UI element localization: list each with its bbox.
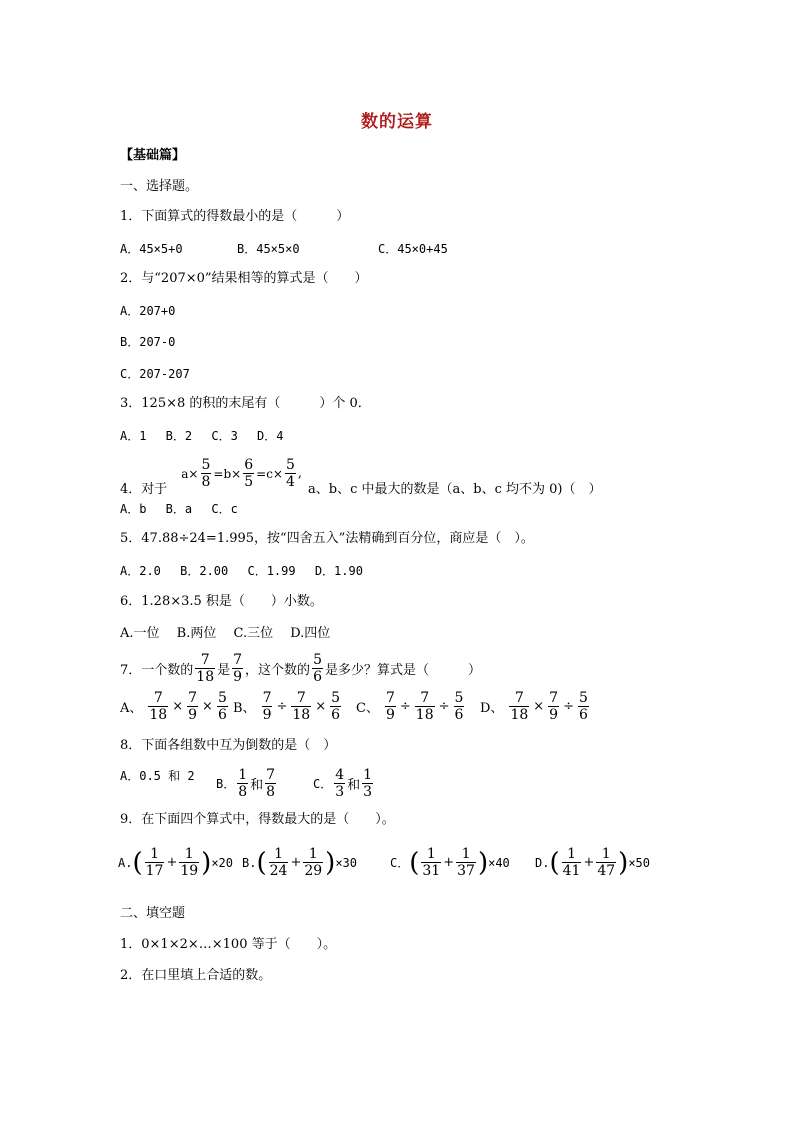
question-8-option-b-and: 和	[250, 778, 264, 793]
question-9-option-plus: +	[583, 855, 595, 870]
question-4-stem	[120, 450, 602, 497]
question-5-stem: 5．47.88÷24=1.995，按“四舍五入”法精确到百分位，商应是（ ）。	[120, 531, 534, 546]
question-9-stem: 9．在下面四个算式中，得数最大的是（ ）。	[120, 812, 395, 827]
question-7-option-operator: ×	[533, 699, 545, 714]
question-7-option-label: C、	[356, 701, 379, 716]
right-paren: )	[477, 847, 489, 878]
question-4-fraction-3: $\frac{5}{4}$	[285, 457, 295, 490]
section-heading-basic: 【基础篇】	[120, 148, 186, 163]
question-4-eq-b: =b×	[213, 466, 242, 481]
question-4-options: A．b B．a C．c	[120, 502, 238, 516]
question-7-option-b	[233, 690, 343, 723]
question-1-option-a: A．45×5+0	[120, 242, 183, 256]
question-7-text-3: ，这个数的	[245, 663, 311, 678]
question-7-option-fraction: $\frac{7}{9}$	[262, 690, 272, 723]
question-7-option-operator: ÷	[399, 699, 411, 714]
question-7-option-a	[120, 690, 230, 723]
question-8-option-b-fraction-2: $\frac{7}{8}$	[266, 767, 276, 800]
left-paren: (	[256, 847, 267, 878]
fill-question-2: 2．在口里填上合适的数。	[120, 968, 272, 983]
question-1-option-c: C．45×0+45	[378, 242, 448, 256]
part-heading-fill: 二、填空题	[120, 906, 186, 921]
question-6-stem: 6．1.28×3.5 积是（ ）小数。	[120, 594, 323, 609]
question-9-option-plus: +	[166, 855, 178, 870]
question-1-stem: 1．下面算式的得数最小的是（ ）	[120, 209, 350, 224]
page-title: 数的运算	[361, 112, 433, 132]
question-7-option-fraction: $\frac{5}{6}$	[217, 690, 227, 723]
question-8-option-c	[313, 767, 375, 800]
question-7-fraction-3: $\frac{5}{6}$	[313, 652, 322, 685]
question-7-option-operator: ÷	[276, 699, 288, 714]
question-7-option-operator: ×	[202, 699, 213, 714]
question-8-option-b	[216, 767, 278, 800]
question-9-option-a	[118, 846, 233, 879]
question-7-text-1: 7．一个数的	[120, 663, 194, 678]
left-paren: (	[132, 847, 143, 878]
question-7-option-fraction: $\frac{7}{18}$	[415, 690, 434, 723]
question-9-option-plus: +	[290, 855, 302, 870]
question-7-option-label: A、	[120, 701, 143, 716]
question-7-option-operator: ÷	[563, 699, 574, 714]
question-3-options: A．1 B．2 C．3 D．4	[120, 429, 284, 443]
question-7-option-label: D、	[480, 701, 504, 716]
part-heading-choice: 一、选择题。	[120, 179, 199, 194]
question-4-suffix: a、b、c 中最大的数是（a、b、c 均不为 0)（ ）	[308, 482, 602, 497]
question-7-option-fraction: $\frac{5}{6}$	[454, 690, 464, 723]
left-paren: (	[409, 847, 420, 878]
question-2-stem: 2．与“207×0”结果相等的算式是（ ）	[120, 271, 368, 286]
right-paren: )	[201, 847, 212, 878]
question-9-option-fraction: $\frac{1}{24}$	[269, 846, 288, 879]
question-9-option-fraction: $\frac{1}{17}$	[145, 846, 164, 879]
question-9-option-b	[242, 846, 357, 879]
question-9-option-fraction: $\frac{1}{41}$	[562, 846, 581, 879]
question-2-option-b: B．207-0	[120, 335, 176, 349]
question-7-option-fraction: $\frac{7}{9}$	[549, 690, 559, 723]
question-5-options: A．2.0 B．2.00 C．1.99 D．1.90	[120, 564, 363, 578]
question-9-option-tail: ×50	[628, 855, 651, 870]
question-7-fraction-2: $\frac{7}{9}$	[233, 652, 243, 685]
question-9-option-label: D.	[535, 855, 550, 870]
question-2-option-c: C．207-207	[120, 367, 190, 381]
question-9-option-label: A.	[118, 855, 133, 870]
question-7-option-fraction: $\frac{7}{9}$	[385, 690, 395, 723]
question-8-option-b-fraction-1: $\frac{1}{8}$	[238, 767, 248, 800]
question-9-option-tail: ×40	[488, 855, 510, 870]
question-9-option-c	[390, 846, 510, 879]
question-8-option-c-fraction-2: $\frac{1}{3}$	[363, 767, 373, 800]
question-6-options: A.一位 B.两位 C.三位 D.四位	[120, 626, 331, 641]
question-9-option-fraction: $\frac{1}{31}$	[422, 846, 441, 879]
question-8-option-a	[120, 767, 195, 784]
question-4-fraction-2: $\frac{6}{5}$	[244, 457, 254, 490]
question-7-option-operator: ÷	[438, 699, 450, 714]
question-7-option-fraction: $\frac{5}{6}$	[331, 690, 341, 723]
question-7-fraction-1: $\frac{7}{18}$	[196, 652, 215, 685]
question-8-option-c-and: 和	[347, 778, 361, 793]
question-7-option-operator: ×	[172, 699, 184, 714]
question-7-option-c	[356, 690, 466, 723]
question-4-fraction-1: $\frac{5}{8}$	[201, 457, 211, 490]
question-9-option-label: C．	[390, 856, 410, 870]
left-paren: (	[549, 847, 560, 878]
right-paren: )	[618, 847, 629, 878]
question-7-option-label: B、	[233, 701, 256, 716]
question-3-stem: 3．125×8 的积的末尾有（ ）个 0．	[120, 396, 371, 411]
question-9-option-fraction: $\frac{1}{37}$	[457, 846, 475, 879]
question-8-stem: 8．下面各组数中互为倒数的是（ ）	[120, 738, 337, 753]
question-9-option-tail: ×30	[335, 855, 358, 870]
question-7-text-4: 是多少？算式是（ ）	[324, 663, 481, 678]
question-4-prefix: 4．对于	[120, 482, 168, 497]
question-4-eq-a: a×	[181, 466, 199, 481]
fill-question-1: 1．0×1×2×…×100 等于（ ）。	[120, 937, 337, 952]
right-paren: )	[325, 847, 336, 878]
question-8-option-c-fraction-1: $\frac{4}{3}$	[335, 767, 345, 800]
question-7-option-d	[480, 690, 591, 723]
question-7-option-fraction: $\frac{5}{6}$	[579, 690, 588, 723]
question-7-stem	[120, 652, 481, 685]
question-9-option-plus: +	[443, 855, 455, 870]
question-7-option-operator: ×	[315, 699, 327, 714]
question-8-option-b-label: B．	[216, 777, 236, 791]
question-2-option-a: A．207+0	[120, 304, 176, 318]
question-7-option-fraction: $\frac{7}{18}$	[292, 690, 311, 723]
question-9-option-fraction: $\frac{1}{29}$	[304, 846, 323, 879]
question-7-option-fraction: $\frac{7}{18}$	[510, 690, 529, 723]
question-9-option-tail: ×20	[211, 855, 234, 870]
question-9-option-label: B.	[242, 855, 257, 870]
question-9-option-fraction: $\frac{1}{47}$	[597, 846, 616, 879]
question-9-option-d	[535, 846, 650, 879]
question-7-text-2: 是	[217, 663, 231, 678]
question-7-option-fraction: $\frac{7}{9}$	[188, 690, 198, 723]
question-4-eq-c: =c×	[256, 466, 283, 481]
question-1-option-b: B．45×5×0	[237, 242, 300, 256]
question-8-option-a-text: A．0.5 和 2	[120, 769, 195, 783]
question-8-option-c-label: C．	[313, 777, 333, 791]
question-9-option-fraction: $\frac{1}{19}$	[180, 846, 199, 879]
question-4-comma: ,	[297, 466, 303, 481]
question-7-option-fraction: $\frac{7}{18}$	[149, 690, 168, 723]
